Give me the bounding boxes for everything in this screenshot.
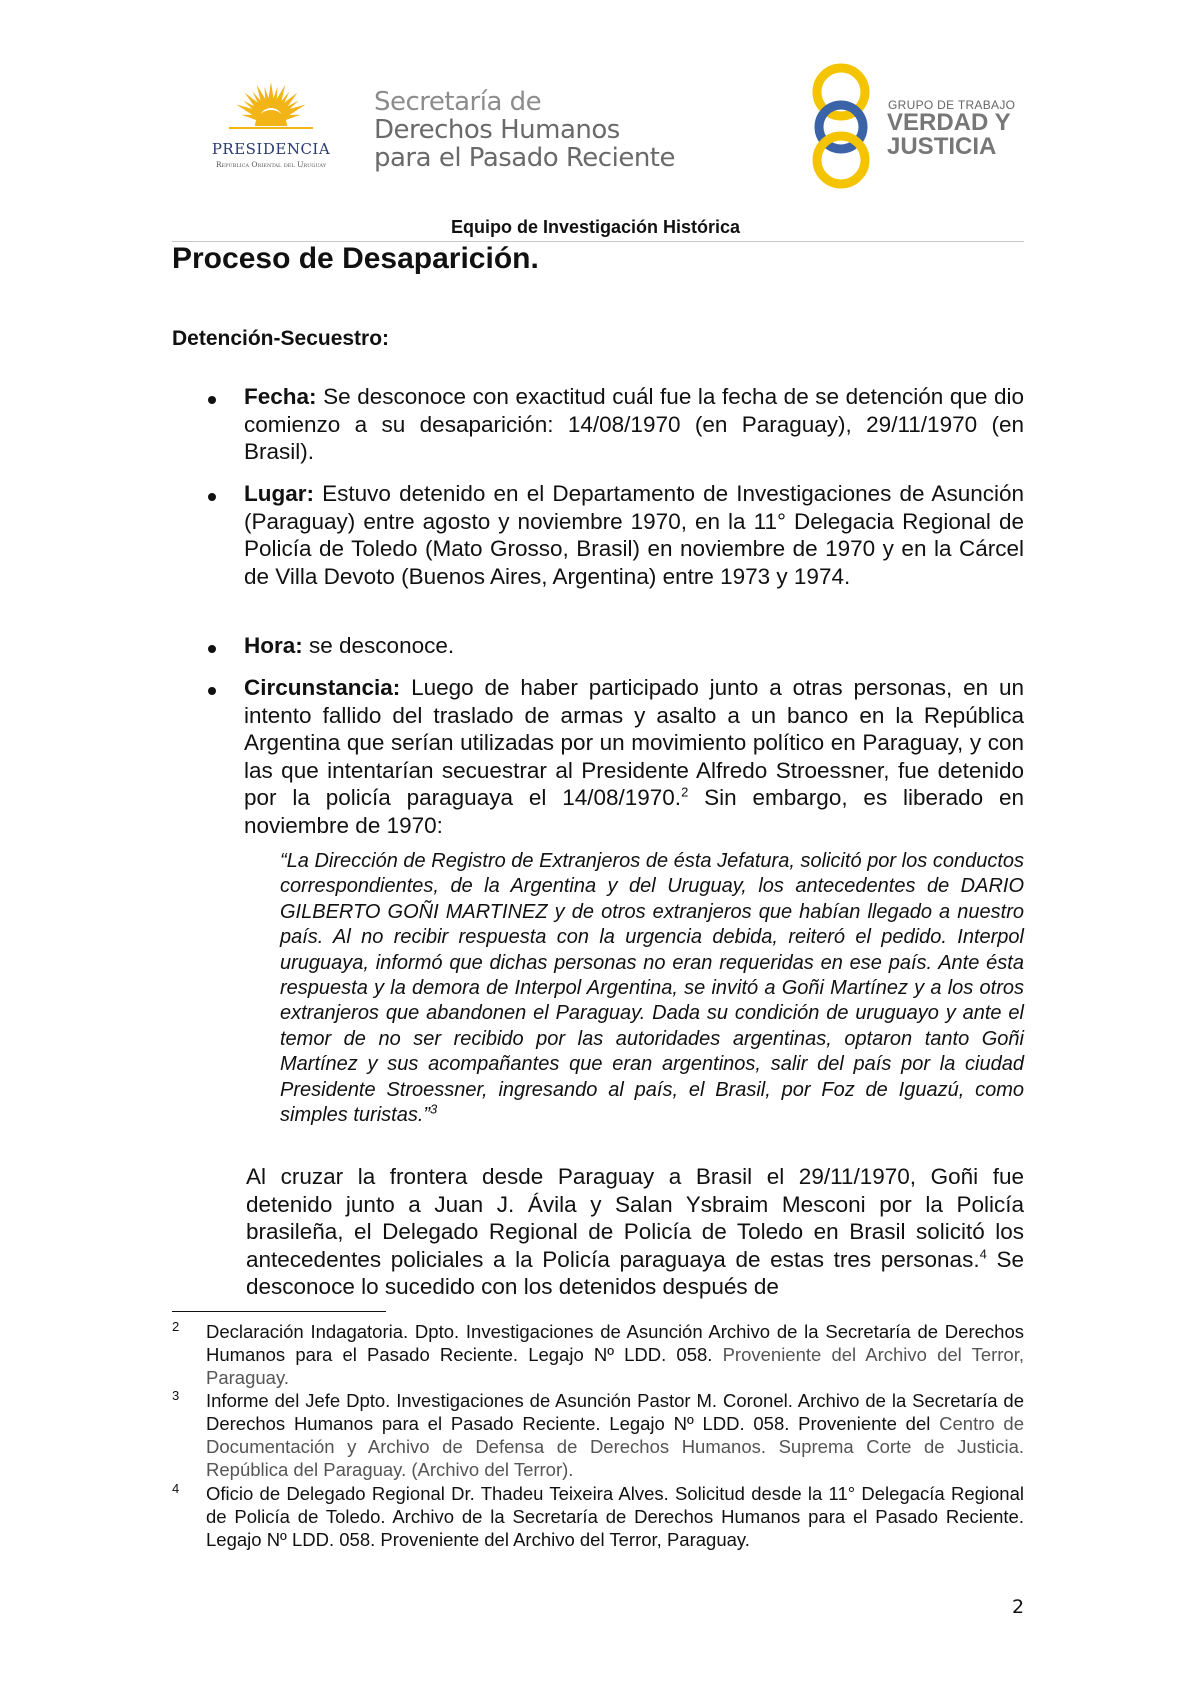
block-quote (280, 849, 1024, 1128)
gtvj-logo (806, 62, 1026, 192)
footnote-4 (206, 1482, 1024, 1551)
footnote-source: Centro de Documentación y Archivo de Defensa de Derechos Humanos. Suprema Corte de Justicia. República del Paraguay. (Archivo del Terror). (206, 1413, 1024, 1480)
bullet-label: Circunstancia: (244, 675, 401, 700)
bullet-fecha (244, 383, 1024, 466)
continuation-text: Al cruzar la frontera desde Paraguay a Brasil el 29/11/1970, Goñi fue detenido junto a Juan J. Ávila y Salan Ysbraim Mesconi por la Policía brasileña, el Delegado Regional de Policía de Toledo en Brasil solicitó los antecedentes policiales a la Policía paraguaya de estas tres personas. (246, 1164, 1024, 1272)
footnote-ref: 3 (430, 1101, 438, 1117)
bullet-text: Se desconoce con exactitud cuál fue la fecha de se detención que dio comienzo a su desaparición: 14/08/1970 (en Paraguay), 29/11/1970 (en Brasil). (244, 384, 1024, 465)
footnote-text: Informe del Jefe Dpto. Investigaciones de Asunción Pastor M. Coronel. Archivo de la Secretaría de Derechos Humanos para el Pasado Reciente. Legajo Nº LDD. 058. Proveniente del (206, 1390, 1024, 1434)
page-number: 2 (1012, 1596, 1025, 1618)
footnote-2 (206, 1320, 1024, 1389)
bullet-dot (208, 645, 216, 653)
bullet-label: Lugar: (244, 481, 314, 506)
continuation-paragraph (246, 1163, 1024, 1301)
footnote-text: Oficio de Delegado Regional Dr. Thadeu Teixeira Alves. Solicitud desde la 11° Delegacía Regional de Policía de Toledo. Archivo de la Secretaría de Derechos Humanos para el Pasado Reciente. Legajo Nº LDD. 058. Proveniente del Archivo del Terror, Paraguay. (206, 1483, 1024, 1550)
bullet-lugar (244, 480, 1024, 590)
bullet-dot (208, 687, 216, 695)
secretaria-line-3: para el Pasado Reciente (374, 143, 675, 173)
bullet-circunstancia (244, 674, 1024, 840)
footnote-number: 4 (172, 1481, 180, 1496)
bullet-text: Sin embargo, es liberado en noviembre de 1970: (244, 785, 1024, 838)
footnote-3 (206, 1389, 1024, 1481)
presidencia-subtitle: República Oriental del Uruguay (215, 160, 327, 169)
presidencia-logo (196, 78, 346, 178)
interlocked-rings-icon (806, 62, 876, 192)
bullet-dot (208, 493, 216, 501)
page-title: Proceso de Desaparición. (172, 242, 539, 275)
footnote-text: Declaración Indagatoria. Dpto. Investigaciones de Asunción Archivo de la Secretaría de Derechos Humanos para el Pasado Reciente. Legajo Nº LDD. 058. (206, 1321, 1024, 1365)
bullet-dot (208, 396, 216, 404)
secretaria-line-1: Secretaría de (374, 87, 542, 117)
gtvj-line-3: JUSTICIA (887, 133, 997, 160)
bullet-label: Hora: (244, 633, 303, 658)
section-heading: Detención-Secuestro: (172, 327, 390, 350)
presidencia-name: PRESIDENCIA (211, 140, 331, 158)
bullet-text: Luego de haber participado junto a otras personas, en un intento fallido del traslado de armas y asalto a un banco en la República Argentina que serían utilizadas por un movimiento político en Paraguay, y con las que intentarían secuestrar al Presidente Alfredo Stroessner, fue detenido por la policía paraguaya el 14/08/1970. (244, 675, 1024, 811)
bullet-label: Fecha: (244, 384, 317, 409)
bullet-text: Estuvo detenido en el Departamento de Investigaciones de Asunción (Paraguay) entre agosto y noviembre 1970, en la 11° Delegacia Regional de Policía de Toledo (Mato Grosso, Brasil) en noviembre de 1970 y en la Cárcel de Villa Devoto (Buenos Aires, Argentina) entre 1973 y 1974. (244, 481, 1024, 589)
footnote-ref: 4 (979, 1246, 987, 1262)
bullet-hora (244, 632, 1024, 660)
gtvj-line-1: GRUPO DE TRABAJO (888, 98, 1016, 112)
footnote-rule (172, 1311, 386, 1312)
footnote-number: 2 (172, 1319, 180, 1334)
footnote-number: 3 (172, 1388, 180, 1403)
bullet-text: se desconoce. (302, 633, 455, 658)
secretaria-title (374, 88, 704, 172)
footnote-source: Proveniente del Archivo del Terror, Paraguay. (206, 1344, 1024, 1388)
footnote-ref: 2 (681, 784, 689, 800)
gtvj-line-2: VERDAD Y (887, 109, 1011, 136)
team-title: Equipo de Investigación Histórica (450, 217, 741, 237)
secretaria-line-2: Derechos Humanos (374, 115, 620, 145)
quote-text: “La Dirección de Registro de Extranjeros de ésta Jefatura, solicitó por los conductos correspondientes, de la Argentina y del Uruguay, los antecedentes de DARIO GILBERTO GOÑI MARTINEZ y de otros extranjeros que habían llegado a nuestro país. Al no recibir respuesta con la urgencia debida, reiteró el pedido. Interpol uruguaya, informó que dichas personas no eran requeridas en ese país. Ante ésta respuesta y la demora de Interpol Argentina, se invitó a Goñi Martínez y a los otros extranjeros que abandonen el Paraguay. Dada su condición de uruguayo y ante el temor de no ser recibido por las autoridades argentinas, optaron tanto Goñi Martínez y sus acompañantes que eran argentinos, salir del país por la ciudad Presidente Stroessner, ingresando al país, el Brasil, por Foz de Iguazú, como simples turistas.” (280, 850, 1024, 1127)
continuation-text: Se desconoce lo sucedido con los detenidos después de (246, 1246, 1024, 1300)
